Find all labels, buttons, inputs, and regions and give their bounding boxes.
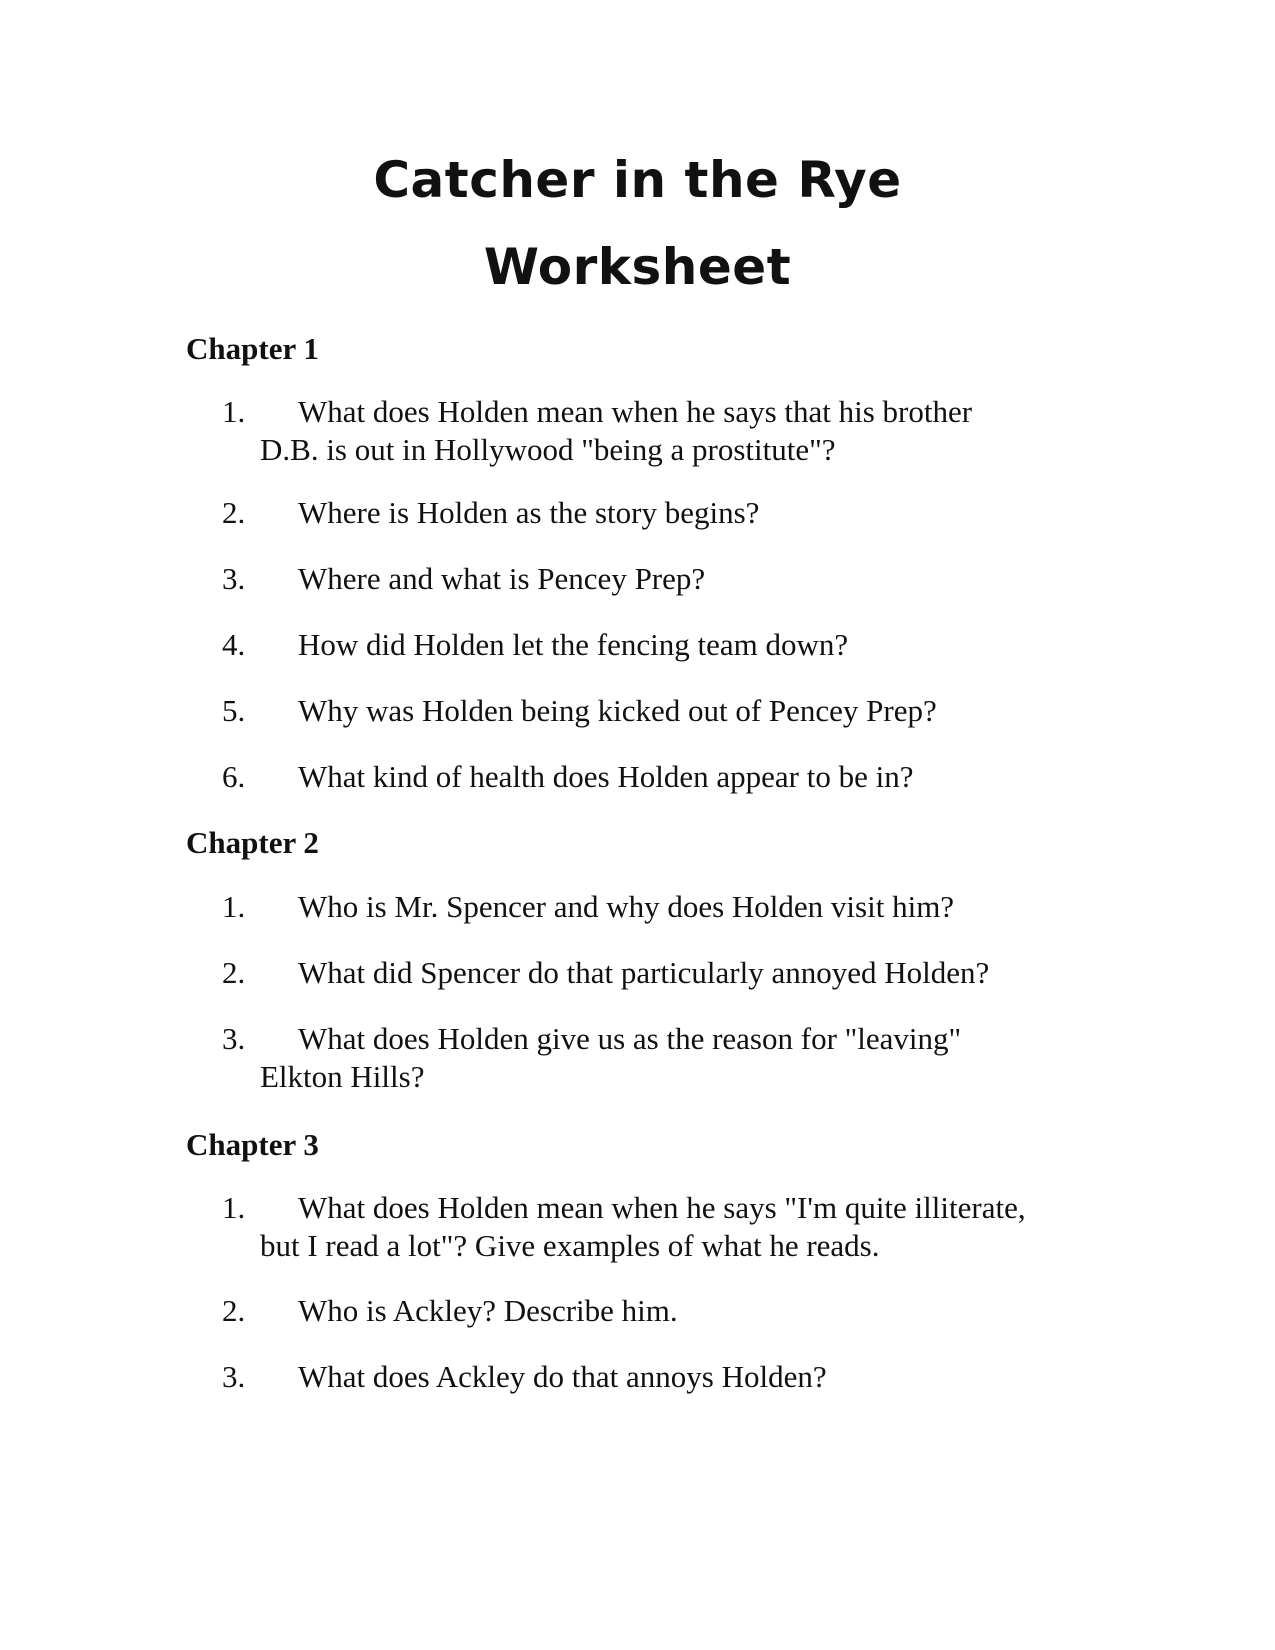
- question-text: Who is Mr. Spencer and why does Holden visit him?: [298, 889, 955, 924]
- question-number: 3.: [222, 1021, 246, 1056]
- chapter-heading: Chapter 2: [186, 825, 319, 860]
- question-text: What does Ackley do that annoys Holden?: [298, 1359, 827, 1394]
- question-text: Why was Holden being kicked out of Pencey Prep?: [298, 693, 937, 728]
- question-number: 1.: [222, 1190, 246, 1225]
- question-text: What did Spencer do that particularly annoyed Holden?: [298, 955, 990, 990]
- question-text: Who is Ackley? Describe him.: [298, 1293, 678, 1328]
- question-text-continued: D.B. is out in Hollywood "being a prostitute"?: [260, 432, 836, 467]
- question-number: 2.: [222, 955, 246, 990]
- title-line-1: Catcher in the Rye: [373, 151, 902, 209]
- title-line-2: Worksheet: [483, 238, 792, 296]
- question-text: Where is Holden as the story begins?: [298, 495, 760, 530]
- question-text: What does Holden mean when he says that his brother: [298, 394, 973, 429]
- question-number: 3.: [222, 561, 246, 596]
- question-number: 3.: [222, 1359, 246, 1394]
- chapter-heading: Chapter 3: [186, 1127, 319, 1162]
- question-number: 1.: [222, 889, 246, 924]
- question-number: 5.: [222, 693, 246, 728]
- question-number: 4.: [222, 627, 246, 662]
- question-number: 6.: [222, 759, 246, 794]
- question-number: 2.: [222, 1293, 246, 1328]
- question-text: What kind of health does Holden appear to be in?: [298, 759, 914, 794]
- question-number: 1.: [222, 394, 246, 429]
- chapter-heading: Chapter 1: [186, 331, 319, 366]
- question-text: What does Holden mean when he says "I'm quite illiterate,: [298, 1190, 1026, 1225]
- question-text: How did Holden let the fencing team down?: [298, 627, 849, 662]
- question-number: 2.: [222, 495, 246, 530]
- question-text: Where and what is Pencey Prep?: [298, 561, 706, 596]
- question-text: What does Holden give us as the reason for "leaving": [298, 1021, 962, 1056]
- question-text-continued: Elkton Hills?: [260, 1059, 425, 1094]
- question-text-continued: but I read a lot"? Give examples of what he reads.: [260, 1228, 880, 1263]
